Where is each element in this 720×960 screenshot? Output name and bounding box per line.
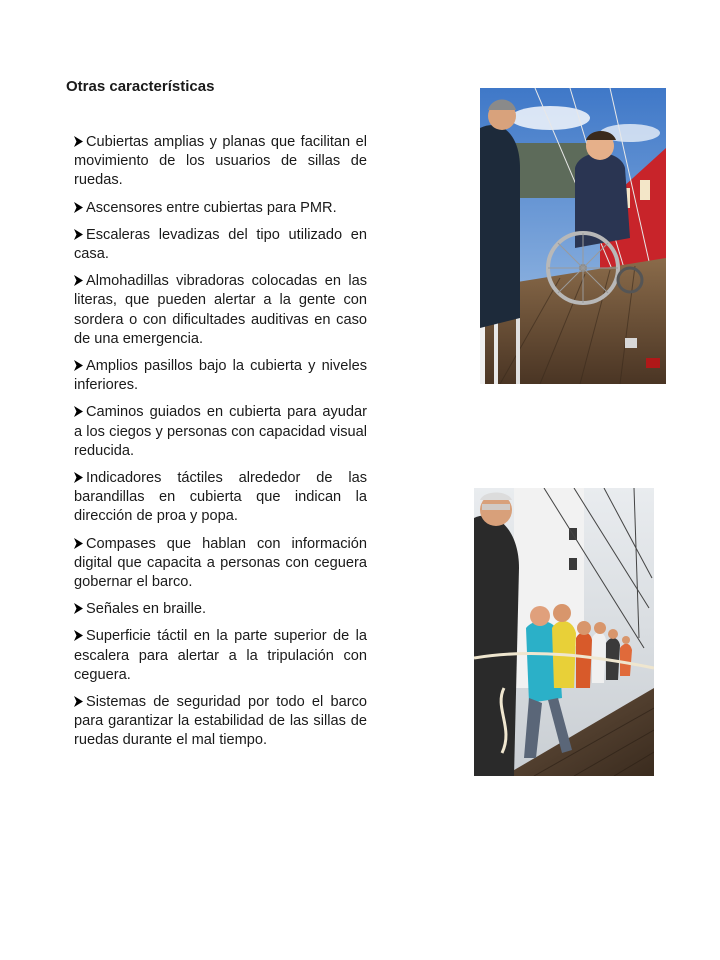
list-item [74, 627, 367, 685]
list-item [74, 133, 367, 191]
list-item [74, 535, 367, 593]
arrow-bullet-icon [74, 470, 83, 481]
list-item [74, 403, 367, 461]
arrow-bullet-icon [74, 601, 83, 612]
arrow-bullet-icon [74, 227, 83, 238]
wheelchair-user-on-ship-deck-photo [480, 88, 666, 384]
list-item [74, 226, 367, 264]
list-item-text: Compases que hablan con información digital que capacita a personas con ceguera gobernar el barco. [74, 535, 367, 591]
feature-list [74, 133, 367, 759]
arrow-bullet-icon [74, 200, 83, 211]
page-title: Otras características [66, 78, 215, 95]
list-item [74, 693, 367, 751]
list-item [74, 199, 367, 218]
arrow-bullet-icon [74, 694, 83, 705]
arrow-bullet-icon [74, 273, 83, 284]
list-item [74, 272, 367, 349]
list-item-text: Escaleras levadizas del tipo utilizado en casa. [74, 226, 367, 263]
list-item [74, 469, 367, 527]
list-item-text: Superficie táctil en la parte superior de la escalera para alertar a la tripulación con ceguera. [74, 628, 367, 683]
list-item-text: Sistemas de seguridad por todo el barco para garantizar la estabilidad de las sillas de ruedas durante el mal tiempo. [74, 694, 367, 749]
arrow-bullet-icon [74, 134, 83, 145]
arrow-bullet-icon [74, 404, 83, 415]
list-item-text: Caminos guiados en cubierta para ayudar a los ciegos y personas con capacidad visual reducida. [74, 404, 367, 459]
arrow-bullet-icon [74, 628, 83, 639]
crew-pulling-rope-on-deck-photo [474, 488, 654, 776]
list-item-text: Almohadillas vibradoras colocadas en las literas, que pueden alertar a la gente con sordera o con dificultades auditivas en caso de una emergencia. [74, 273, 367, 347]
list-item-text: Cubiertas amplias y planas que facilitan el movimiento de los usuarios de sillas de ruedas. [74, 134, 367, 189]
list-item-text: Amplios pasillos bajo la cubierta y niveles inferiores. [74, 358, 367, 394]
list-item-text: Señales en braille. [86, 601, 207, 618]
list-item-text: Ascensores entre cubiertas para PMR. [86, 199, 337, 216]
list-item [74, 357, 367, 395]
arrow-bullet-icon [74, 358, 83, 369]
arrow-bullet-icon [74, 536, 83, 547]
list-item-text: Indicadores táctiles alrededor de las barandillas en cubierta que indican la dirección de proa y popa. [74, 470, 367, 525]
list-item [74, 600, 367, 619]
